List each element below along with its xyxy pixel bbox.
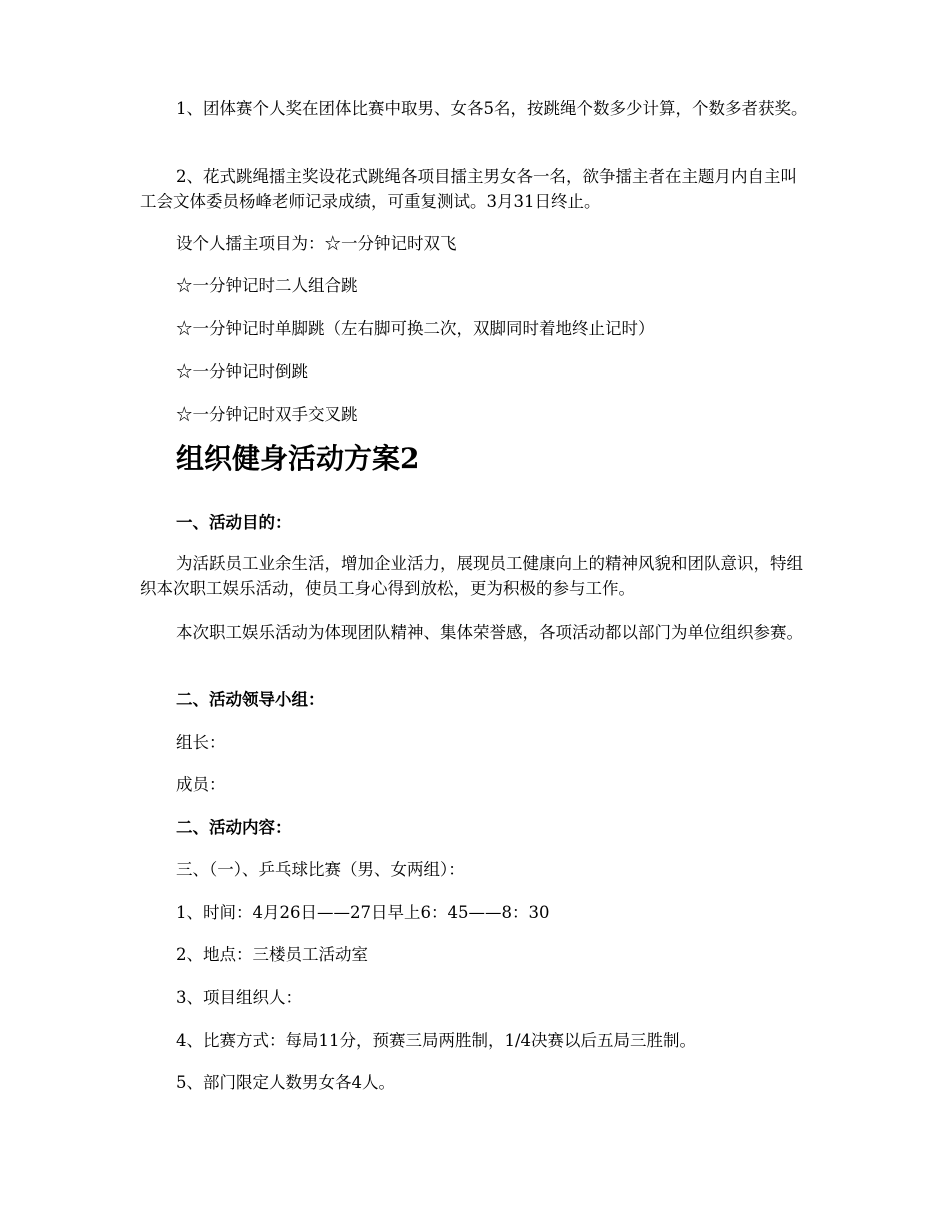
item-challenge-intro: 设个人擂主项目为：☆一分钟记时双飞	[176, 234, 457, 253]
table-tennis-heading: 三、（一）、乒乓球比赛（男、女两组）：	[176, 860, 465, 879]
paragraph-purpose-1: 为活跃员工业余生活，增加企业活力，展现员工健康向上的精神风貌和团队意识，特组织本次职工娱乐活动，使员工身心得到放松，更为积极的参与工作。	[140, 554, 803, 598]
paragraph-team-award: 1、团体赛个人奖在团体比赛中取男、女各5名，按跳绳个数多少计算，个数多者获奖。	[176, 99, 808, 118]
paragraph-purpose-2: 本次职工娱乐活动为体现团队精神、集体荣誉感，各项活动都以部门为单位组织参赛。	[176, 623, 803, 642]
list-item-location: 2、地点：三楼员工活动室	[176, 945, 368, 964]
section-title: 组织健身活动方案2	[176, 442, 420, 475]
heading-purpose: 一、活动目的：	[176, 513, 292, 532]
list-item-quota: 5、部门限定人数男女各4人。	[176, 1073, 395, 1092]
list-item-format: 4、比赛方式：每局11分，预赛三局两胜制，1/4决赛以后五局三胜制。	[176, 1031, 697, 1050]
paragraph-fancy-award: 2、花式跳绳擂主奖设花式跳绳各项目擂主男女各一名，欲争擂主者在主题月内自主叫工会文体委员杨峰老师记录成绩，可重复测试。3月31日终止。	[140, 167, 797, 211]
members-label: 成员：	[176, 775, 226, 794]
item-challenge-pair: ☆一分钟记时二人组合跳	[176, 276, 358, 295]
heading-content: 二、活动内容：	[176, 818, 292, 837]
list-item-time: 1、时间：4月26日——27日早上6：45——8：30	[176, 903, 550, 922]
list-item-organizer: 3、项目组织人：	[176, 988, 302, 1007]
heading-leader-group: 二、活动领导小组：	[176, 690, 325, 709]
item-challenge-cross: ☆一分钟记时双手交叉跳	[176, 405, 358, 424]
leader-label: 组长：	[176, 733, 226, 752]
item-challenge-backward: ☆一分钟记时倒跳	[176, 362, 308, 381]
item-challenge-single-foot: ☆一分钟记时单脚跳（左右脚可换二次，双脚同时着地终止记时）	[176, 319, 655, 338]
